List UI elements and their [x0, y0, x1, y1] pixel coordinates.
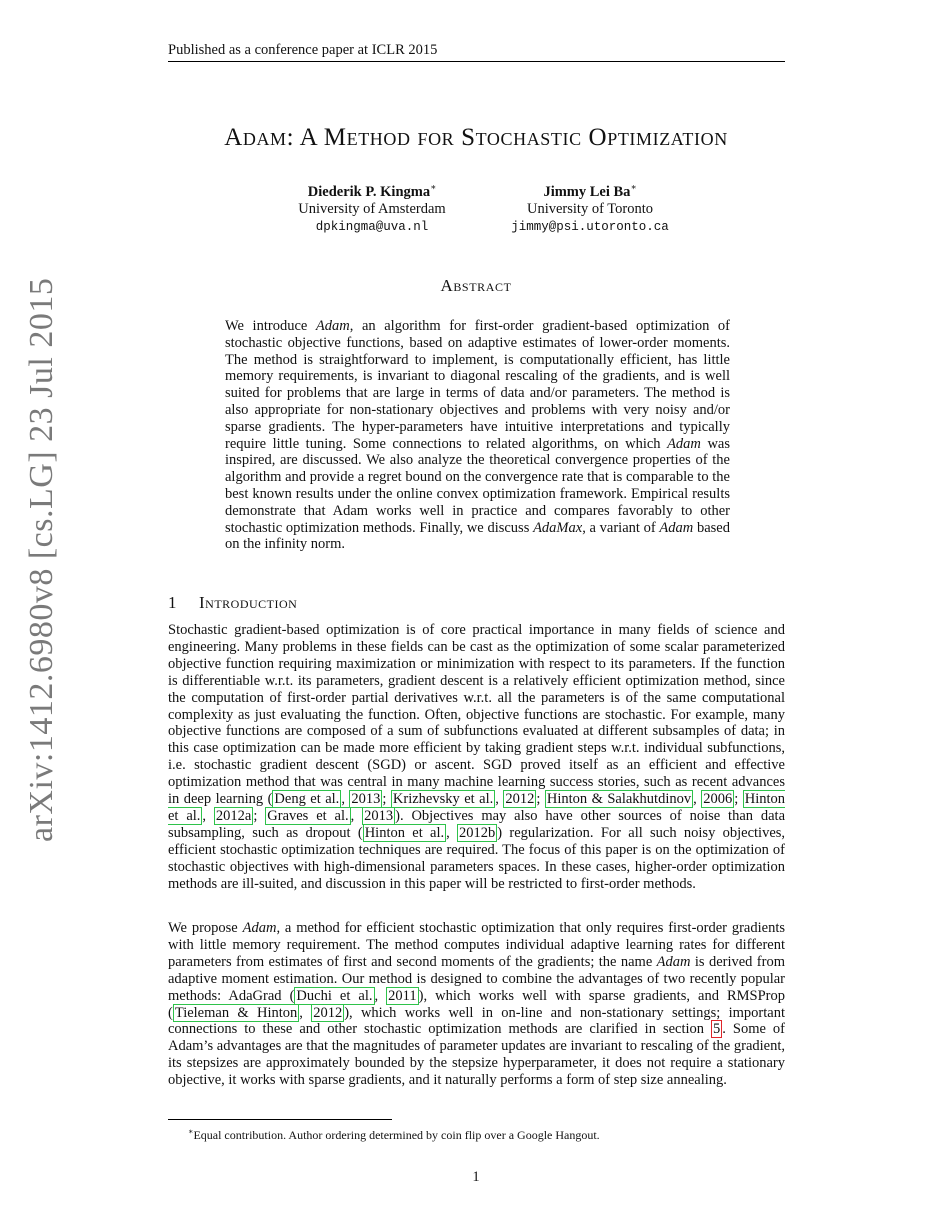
- running-header: Published as a conference paper at ICLR 2015: [168, 42, 785, 62]
- section-number: 1: [168, 593, 177, 612]
- footnote-rule: [168, 1119, 392, 1120]
- author-footnote-mark: ∗: [630, 182, 637, 192]
- citation-link[interactable]: Hinton & Salakhutdinov: [546, 791, 692, 808]
- author-affiliation: University of Toronto: [527, 201, 653, 218]
- citation-link[interactable]: Deng et al.: [274, 791, 340, 808]
- intro-paragraph-2: We propose Adam, a method for efficient stochastic optimization that only requires first-order gradients with little memory requirement. The method computes individual adaptive learning rates for different parameters from estimates of first and second moments of the gradients; the name Adam is derived from adaptive moment estimation. Our method is designed to combine the advantages of two recently popular methods: AdaGrad ( Duchi et al. , 2011 ), which works well with sparse gradients, and RMSProp ( Tieleman & Hinton , 2012 ), which works well in on-line and non-stationary settings; important connections to these and other stochastic optimization methods are clarified in section 5 . Some of Adam’s advantages are that the magnitudes of parameter updates are invariant to rescaling of the gradient, its stepsizes are approximately bounded by the stepsize hyperparameter, it does not require a stationary objective, it works with sparse gradients, and it naturally performs a form of step size annealing.: [168, 920, 786, 1089]
- author-name: Diederik P. Kingma∗: [307, 182, 437, 200]
- citation-link[interactable]: 2013: [364, 807, 394, 824]
- author-email: jimmy@psi.utoronto.ca: [511, 219, 669, 234]
- footnote-mark: ∗: [188, 1127, 194, 1136]
- intro-paragraph-1: Stochastic gradient-based optimization is of core practical importance in many fields of science and engineering. Many problems in these fields can be cast as the optimization of some scalar parameterized objective function requiring maximization or minimization with respect to its parameters. If the function is differentiable w.r.t. its parameters, gradient descent is a relatively efficient optimization method, since the computation of first-order partial derivatives w.r.t. all the parameters is of the same computational complexity as just evaluating the function. Often, objective functions are stochastic. For example, many objective functions are composed of a sum of subfunctions evaluated at different subsamples of data; in this case optimization can be made more efficient by taking gradient steps w.r.t. individual subfunctions, i.e. stochastic gradient descent (SGD) or ascent. SGD proved itself as an efficient and effective optimization method that was central in many machine learning success stories, such as recent advances in deep learning ( Deng et al. , 2013 ; Krizhevsky et al. , 2012 ; Hinton & Salakhutdinov , 2006 ; Hinton et al. , 2012a ; Graves et al. , 2013 ). Objectives may also have other sources of noise than data subsampling, such as dropout ( Hinton et al. , 2012b ) regularization. For all such noisy objectives, efficient stochastic optimization techniques are required. The focus of this paper is on the optimization of stochastic objectives with high-dimensional parameters spaces. In these cases, higher-order optimization methods are ill-suited, and discussion in this paper will be restricted to first-order methods.: [168, 622, 786, 892]
- citation-link[interactable]: Duchi et al.: [296, 987, 373, 1004]
- citation-link[interactable]: Tieleman & Hinton: [174, 1004, 298, 1021]
- page-number: 1: [472, 1169, 480, 1185]
- author-email: dpkingma@uva.nl: [315, 219, 429, 234]
- abstract-body: We introduce Adam, an algorithm for first-order gradient-based optimization of stochastic objective functions, based on adaptive estimates of lower-order moments. The method is straightforward to implement, is computationally efficient, has little memory requirements, is invariant to diagonal rescaling of the gradients, and is well suited for problems that are large in terms of data and/or parameters. The method is also appropriate for non-stationary objectives and problems with very noisy and/or sparse gradients. The hyper-parameters have intuitive interpretations and typically require little tuning. Some connections to related algorithms, on which Adam was inspired, are discussed. We also analyze the theoretical convergence properties of the algorithm and provide a regret bound on the convergence rate that is comparable to the best known results under the online convex optimization framework. Empirical results demonstrate that Adam works well in practice and compares favorably to other stochastic optimization methods. Finally, we discuss AdaMax, a variant of Adam based on the infinity norm.: [225, 318, 730, 553]
- citation-link[interactable]: 2012b: [459, 824, 496, 841]
- author-affiliation: University of Amsterdam: [298, 201, 446, 218]
- section-heading-introduction: [168, 593, 297, 613]
- citation-link[interactable]: Graves et al.: [267, 807, 349, 824]
- arxiv-stamp: arXiv:1412.6980v8 [cs.LG] 23 Jul 2015: [23, 277, 60, 842]
- abstract-heading: Abstract: [440, 276, 512, 295]
- author-block-ba: [496, 179, 684, 236]
- footnote-text: Equal contribution. Author ordering determined by coin flip over a Google Hangout.: [193, 1128, 600, 1142]
- section-title: Introduction: [199, 593, 298, 612]
- author-name: Jimmy Lei Ba∗: [543, 182, 637, 200]
- citation-link[interactable]: 2006: [703, 791, 733, 808]
- citation-link[interactable]: 2011: [388, 987, 417, 1004]
- paper-title: Adam: A Method for Stochastic Optimization: [224, 124, 728, 151]
- citation-link[interactable]: 2012: [505, 791, 535, 808]
- section-reference-link[interactable]: 5: [713, 1021, 721, 1038]
- citation-link[interactable]: 2012a: [215, 807, 252, 824]
- author-block-kingma: [280, 179, 464, 236]
- citation-link[interactable]: Krizhevsky et al.: [392, 791, 494, 808]
- author-footnote-mark: ∗: [430, 182, 437, 192]
- citation-link[interactable]: 2013: [351, 791, 381, 808]
- citation-link[interactable]: Hinton et al.: [168, 791, 785, 824]
- citation-link[interactable]: Hinton et al.: [364, 824, 445, 841]
- citation-link[interactable]: 2012: [313, 1004, 343, 1021]
- footnote: [188, 1124, 600, 1143]
